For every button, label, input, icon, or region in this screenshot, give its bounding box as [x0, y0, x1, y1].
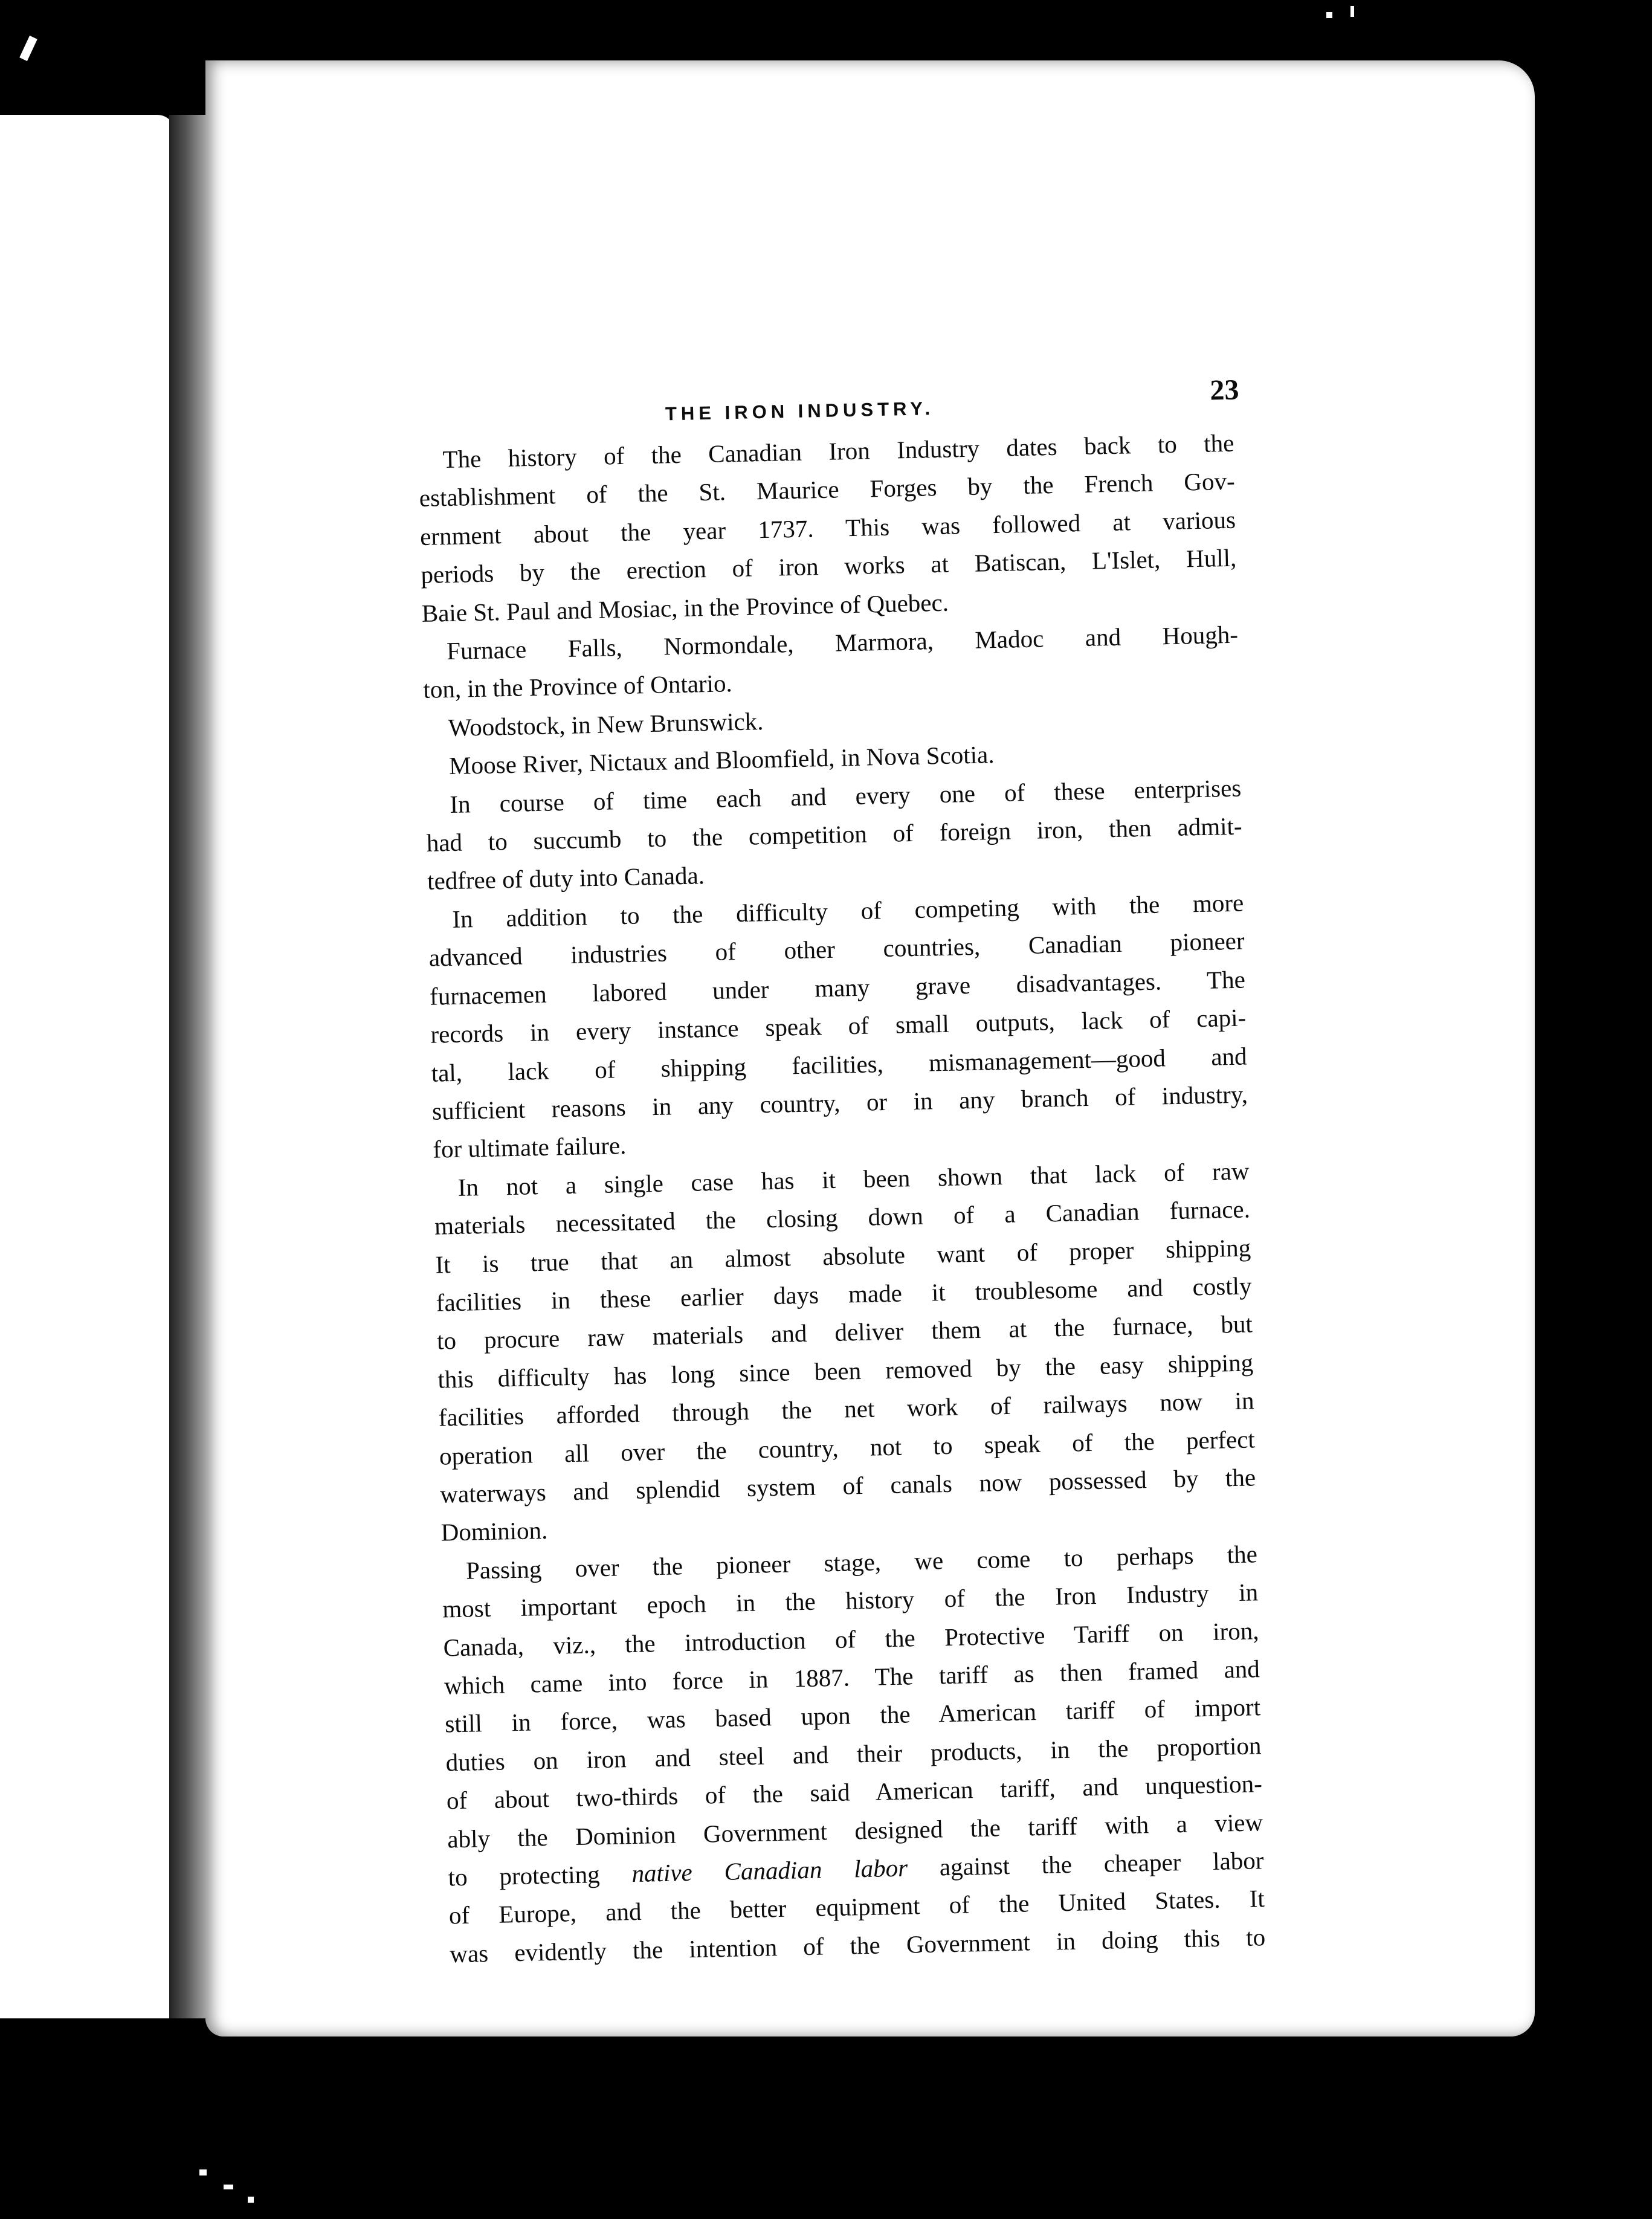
text-line: materials necessitated the closing down of a Canadian furnace. — [434, 1195, 1251, 1240]
text-line: furnacemen labored under many grave disadvantages. The — [429, 965, 1246, 1010]
text-line: tedfree of duty into Canada. — [427, 861, 705, 896]
text-line: of about two-thirds of the said American tariff, and unquestion- — [446, 1769, 1263, 1815]
text-line: In not a single case has it been shown that lack of raw — [457, 1157, 1250, 1201]
text-line: ton, in the Province of Ontario. — [423, 669, 733, 704]
page-text — [417, 370, 1266, 1974]
text-line: Woodstock, in New Brunswick. — [448, 706, 764, 741]
text-line: ably the Dominion Government designed the tariff with a view — [447, 1807, 1263, 1853]
text-line: duties on iron and steel and their products, in the proportion — [445, 1731, 1262, 1777]
italic-phrase: native Canadian labor — [631, 1853, 908, 1888]
text-line: which came into force in 1887. The tariff as then framed and — [444, 1655, 1260, 1700]
text-line: had to succumb to the competition of foreign iron, then admit- — [426, 812, 1242, 857]
text-line: advanced industries of other countries, Canadian pioneer — [428, 926, 1245, 972]
text-line: The history of the Canadian Iron Industry dates back to the — [442, 428, 1234, 474]
text-line: periods by the erection of iron works at Batiscan, L'Islet, Hull, — [421, 543, 1237, 589]
running-title: THE IRON INDUSTRY. — [665, 398, 935, 425]
text-line: of Europe, and the better equipment of the United States. It — [448, 1884, 1265, 1930]
scan-speck — [1326, 12, 1332, 18]
text-line: Moose River, Nictaux and Bloomfield, in Nova Scotia. — [448, 740, 995, 780]
text-line: tal, lack of shipping facilities, mismanagement—good and — [431, 1041, 1247, 1087]
text-line: ernment about the year 1737. This was followed at various — [419, 505, 1236, 551]
text-line: It is true that an almost absolute want of proper shipping — [434, 1233, 1251, 1279]
text-line: sufficient reasons in any country, or in any branch of industry, — [431, 1080, 1248, 1125]
scan-speck — [19, 36, 37, 61]
paragraph — [418, 424, 1237, 633]
text-line: this difficulty has long since been removed by the easy shipping — [437, 1348, 1254, 1394]
scan-speck — [224, 2185, 233, 2189]
text-line: records in every instance speak of small outputs, lack of capi- — [430, 1003, 1247, 1048]
text-line: Dominion. — [440, 1516, 548, 1546]
text-line: Canada, viz., the introduction of the Protective Tariff on iron, — [443, 1616, 1259, 1662]
text-run: to protecting — [448, 1859, 633, 1891]
text-line: still in force, was based upon the American tariff of import — [444, 1693, 1261, 1738]
text-line: In course of time each and every one of these enterprises — [449, 774, 1242, 818]
scan-speck — [199, 2169, 207, 2175]
text-run: against the cheaper labor — [907, 1846, 1264, 1882]
page-number: 23 — [1209, 373, 1239, 407]
text-line: for ultimate failure. — [432, 1131, 627, 1164]
scan-speck — [248, 2197, 254, 2203]
text-line: Baie St. Paul and Mosiac, in the Province of Quebec. — [421, 588, 949, 627]
text-line: waterways and splendid system of canals now possessed by the — [439, 1463, 1256, 1508]
paragraph — [428, 883, 1249, 1169]
paragraph — [441, 1535, 1265, 1974]
text-line: In addition to the difficulty of competing with the more — [451, 888, 1244, 933]
paragraph — [425, 769, 1244, 900]
text-line: facilities in these earlier days made it troublesome and costly — [436, 1271, 1252, 1317]
text-line: facilities afforded through the net work of railways now in — [438, 1386, 1254, 1432]
facing-page-edge — [0, 115, 175, 2018]
text-line: operation all over the country, not to speak of the perfect — [439, 1424, 1256, 1470]
scan-speck — [1350, 6, 1354, 17]
text-line: establishment of the St. Maurice Forges by the French Gov- — [419, 467, 1236, 512]
text-line: Passing over the pioneer stage, we come to perhaps the — [465, 1540, 1258, 1584]
text-line: was evidently the intention of the Government in doing this to — [449, 1923, 1266, 1968]
text-line: most important epoch in the history of the Iron Industry in — [442, 1578, 1259, 1623]
paragraph — [433, 1152, 1257, 1552]
text-line: Furnace Falls, Normondale, Marmora, Madoc and Hough- — [446, 620, 1239, 665]
text-line: to procure raw materials and deliver them at the furnace, but — [436, 1310, 1253, 1355]
